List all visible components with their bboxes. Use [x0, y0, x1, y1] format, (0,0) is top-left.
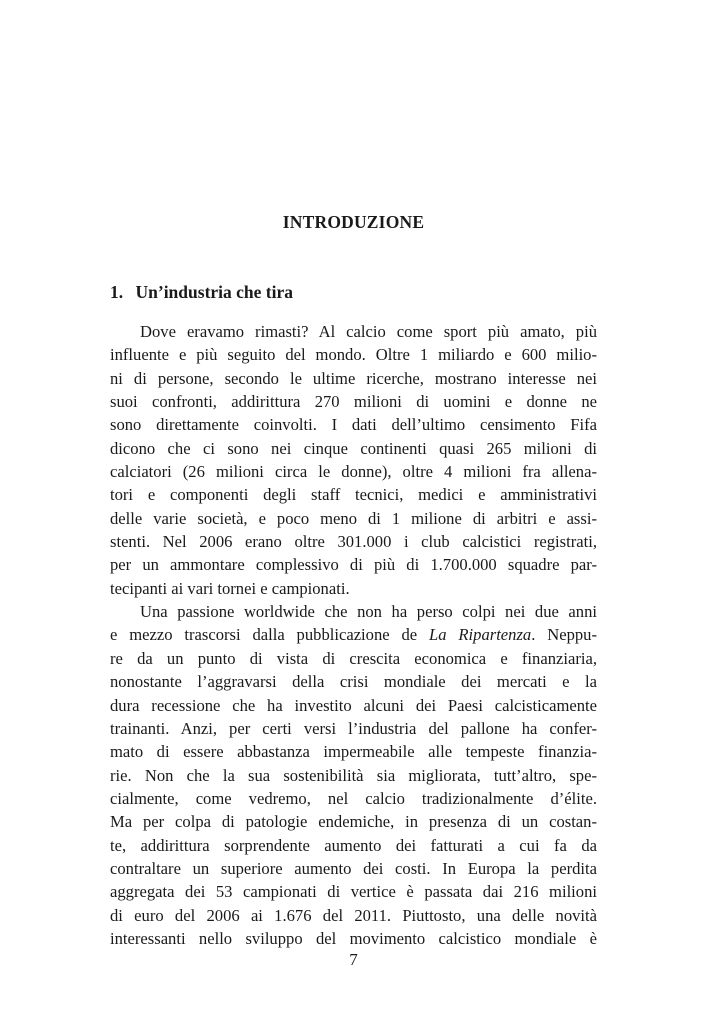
- text-line: dura recessione che ha investito alcuni dei Paesi calcisticamente: [110, 695, 597, 715]
- paragraph: [110, 320, 597, 600]
- text-line: stenti. Nel 2006 erano oltre 301.000 i club calcistici registrati,: [110, 532, 597, 552]
- text-line: tori e componenti degli staff tecnici, medici e amministrativi: [110, 485, 597, 505]
- paragraph: [110, 600, 597, 950]
- text-line: Dove eravamo rimasti? Al calcio come sport più amato, più: [140, 322, 597, 341]
- text-line: [110, 623, 597, 646]
- text-line: Una passione worldwide che non ha perso colpi nei due anni: [140, 602, 597, 622]
- text-line: rie. Non che la sua sostenibilità sia migliorata, tutt’altro, spe-: [110, 765, 597, 785]
- section-title: Un’industria che tira: [135, 282, 293, 302]
- chapter-title: INTRODUZIONE: [282, 212, 425, 232]
- text-fragment: e mezzo trascorsi dalla pubblicazione de: [110, 625, 430, 645]
- text-fragment: . Neppu-: [531, 625, 598, 645]
- section-number: 1.: [110, 282, 124, 302]
- text-line: suoi confronti, addirittura 270 milioni di uomini e donne ne: [110, 392, 597, 412]
- text-line: calciatori (26 milioni circa le donne), oltre 4 milioni fra allena-: [110, 462, 597, 482]
- text-line: ni di persone, secondo le ultime ricerche, mostrano interesse nei: [110, 368, 597, 388]
- text-line: cialmente, come vedremo, nel calcio tradizionalmente d’élite.: [110, 788, 597, 808]
- section-heading: [110, 282, 600, 303]
- text-line: tecipanti ai vari tornei e campionati.: [110, 578, 350, 598]
- text-line: trainanti. Anzi, per certi versi l’industria del pallone ha confer-: [110, 718, 597, 738]
- text-line: re da un punto di vista di crescita economica e finanziaria,: [110, 648, 597, 668]
- body-text: [110, 320, 597, 950]
- text-line: Ma per colpa di patologie endemiche, in presenza di un costan-: [110, 812, 597, 832]
- text-line: per un ammontare complessivo di più di 1.700.000 squadre par-: [110, 555, 597, 575]
- text-line: mato di essere abbastanza impermeabile alle tempeste finanzia-: [110, 742, 597, 762]
- text-line: sono direttamente coinvolti. I dati dell’ultimo censimento Fifa: [110, 415, 597, 435]
- text-line: aggregata dei 53 campionati di vertice è passata dai 216 milioni: [110, 882, 597, 902]
- book-title-reference: La Ripartenza: [429, 625, 532, 645]
- page-number: 7: [349, 950, 358, 969]
- text-line: interessanti nello sviluppo del movimento calcistico mondiale è: [110, 928, 597, 948]
- text-line: te, addirittura sorprendente aumento dei fatturati a cui fa da: [110, 835, 597, 855]
- text-line: di euro del 2006 ai 1.676 del 2011. Piuttosto, una delle novità: [110, 905, 597, 925]
- text-line: delle varie società, e poco meno di 1 milione di arbitri e assi-: [110, 508, 597, 528]
- text-line: influente e più seguito del mondo. Oltre 1 miliardo e 600 milio-: [110, 345, 597, 365]
- text-line: nonostante l’aggravarsi della crisi mondiale dei mercati e la: [110, 672, 597, 692]
- text-line: contraltare un superiore aumento dei costi. In Europa la perdita: [110, 858, 597, 878]
- text-line: dicono che ci sono nei cinque continenti quasi 265 milioni di: [110, 438, 597, 458]
